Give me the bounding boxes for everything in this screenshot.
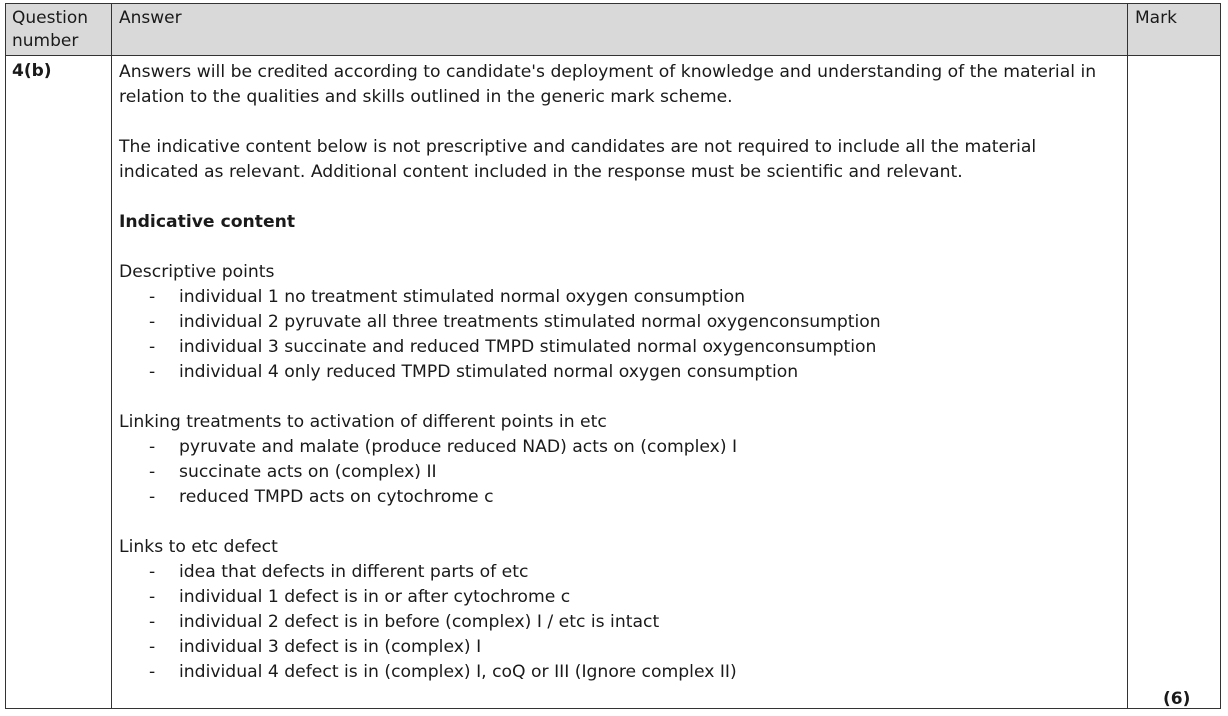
list-item: - individual 4 defect is in (complex) I, coQ or III (Ignore complex II): [119, 660, 1119, 685]
list-item: - idea that defects in different parts of etc: [119, 560, 1119, 585]
list-item: - individual 1 defect is in or after cytochrome c: [119, 585, 1119, 610]
mark-value: (6): [1163, 689, 1191, 709]
list-item: - individual 4 only reduced TMPD stimulated normal oxygen consumption: [119, 360, 1119, 385]
list-item: - pyruvate and malate (produce reduced NAD) acts on (complex) I: [119, 435, 1119, 460]
column-divider: [111, 4, 112, 708]
bullet-list: [119, 285, 1119, 385]
answer-header: Answer: [119, 8, 182, 28]
mark-scheme-table: [5, 3, 1221, 709]
list-item: - succinate acts on (complex) II: [119, 460, 1119, 485]
list-item: - individual 1 no treatment stimulated normal oxygen consumption: [119, 285, 1119, 310]
question-number-header: Question number: [12, 8, 89, 51]
bullet-list: [119, 435, 1119, 510]
guidance-paragraph: The indicative content below is not prescriptive and candidates are not required to include all the material indicated as relevant. Additional content included in the response must be scientific and relevant.: [119, 137, 1037, 182]
intro-paragraph: Answers will be credited according to candidate's deployment of knowledge and understanding of the material in relation to the qualities and skills outlined in the generic mark scheme.: [119, 62, 1097, 107]
question-number: 4(b): [12, 61, 52, 81]
table-header-row: [6, 4, 1220, 56]
list-item: - individual 2 pyruvate all three treatments stimulated normal oxygenconsumption: [119, 310, 1119, 335]
section-title: Descriptive points: [119, 262, 275, 282]
section-title: Linking treatments to activation of different points in etc: [119, 412, 607, 432]
list-item: - individual 2 defect is in before (complex) I / etc is intact: [119, 610, 1119, 635]
mark-header: Mark: [1135, 8, 1177, 28]
section-title: Links to etc defect: [119, 537, 278, 557]
list-item: - reduced TMPD acts on cytochrome c: [119, 485, 1119, 510]
bullet-list: [119, 560, 1119, 685]
indicative-content-heading: Indicative content: [119, 212, 296, 232]
list-item: - individual 3 defect is in (complex) I: [119, 635, 1119, 660]
column-divider: [1127, 4, 1128, 708]
answer-cell: [119, 60, 1119, 685]
list-item: - individual 3 succinate and reduced TMPD stimulated normal oxygenconsumption: [119, 335, 1119, 360]
